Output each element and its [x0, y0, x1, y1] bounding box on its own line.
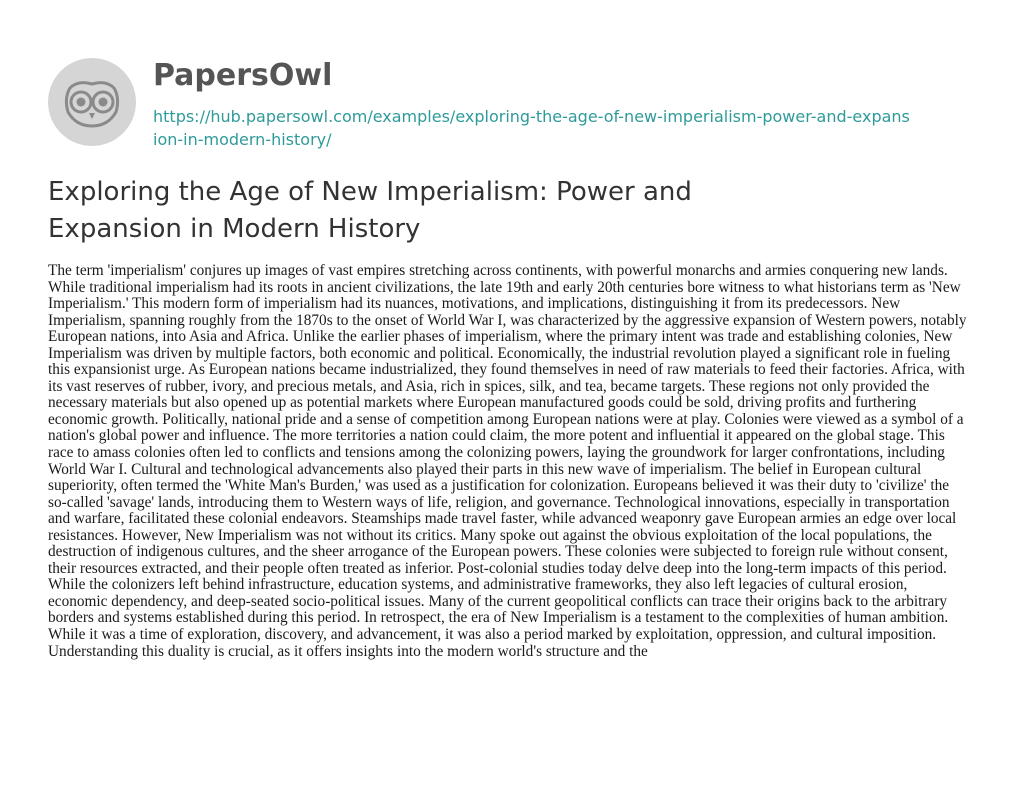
article-title: Exploring the Age of New Imperialism: Power and Expansion in Modern History [48, 177, 692, 244]
page-header [48, 58, 928, 158]
owl-logo-graphic [48, 58, 136, 146]
article-body: The term 'imperialism' conjures up images of vast empires stretching across continents, with powerful monarchs and armies conquering new lands. While traditional imperialism had its roots in ancient civilizations, the late 19th and early 20th centuries bore witness to what historians term as 'New Imperialism.' This modern form of imperialism had its nuances, motivations, and implications, distinguishing it from its predecessors. New Imperialism, spanning roughly from the 1870s to the onset of World War I, was characterized by the aggressive expansion of Western powers, notably European nations, into Asia and Africa. Unlike the earlier phases of imperialism, where the primary intent was trade and establishing colonies, New Imperialism was driven by multiple factors, both economic and political. Economically, the industrial revolution played a significant role in fueling this expansionist urge. As European nations became industrialized, they found themselves in need of raw materials to feed their factories. Africa, with its vast reserves of rubber, ivory, and precious metals, and Asia, rich in spices, silk, and tea, became targets. These regions not only provided the necessary materials but also opened up as potential markets where European manufactured goods could be sold, driving profits and furthering economic growth. Politically, national pride and a sense of competition among European nations were at play. Colonies were viewed as a symbol of a nation's global power and influence. The more territories a nation could claim, the more potent and influential it appeared on the global stage. This race to amass colonies often led to conflicts and tensions among the colonizing powers, laying the groundwork for larger confrontations, including World War I. Cultural and technological advancements also played their parts in this new wave of imperialism. The belief in European cultural superiority, often termed the 'White Man's Burden,' was used as a justification for colonization. Europeans believed it was their duty to 'civilize' the so-called 'savage' lands, introducing them to Western ways of life, religion, and governance. Technological innovations, especially in transportation and warfare, facilitated these colonial endeavors. Steamships made travel faster, while advanced weaponry gave European armies an edge over local resistances. However, New Imperialism was not without its critics. Many spoke out against the obvious exploitation of the local populations, the destruction of indigenous cultures, and the sheer arrogance of the European powers. These colonies were subjected to foreign rule without consent, their resources extracted, and their people often treated as inferior. Post-colonial studies today delve deep into the long-term impacts of this period. While the colonizers left behind infrastructure, education systems, and administrative frameworks, they also left legacies of cultural erosion, economic dependency, and deep-seated socio-political issues. Many of the current geopolitical conflicts can trace their origins back to the arbitrary borders and systems established during this period. In retrospect, the era of New Imperialism is a testament to the complexities of human ambition. While it was a time of exploration, discovery, and advancement, it was also a period marked by exploitation, oppression, and cultural imposition. Understanding this duality is crucial, as it offers insights into the modern world's structure and the [48, 262, 967, 660]
brand-name: PapersOwl [153, 58, 333, 93]
owl-logo-icon [48, 58, 136, 146]
source-url-link[interactable]: https://hub.papersowl.com/examples/exploring-the-age-of-new-imperialism-power-and-expansion-in-modern-history/ [153, 107, 910, 149]
